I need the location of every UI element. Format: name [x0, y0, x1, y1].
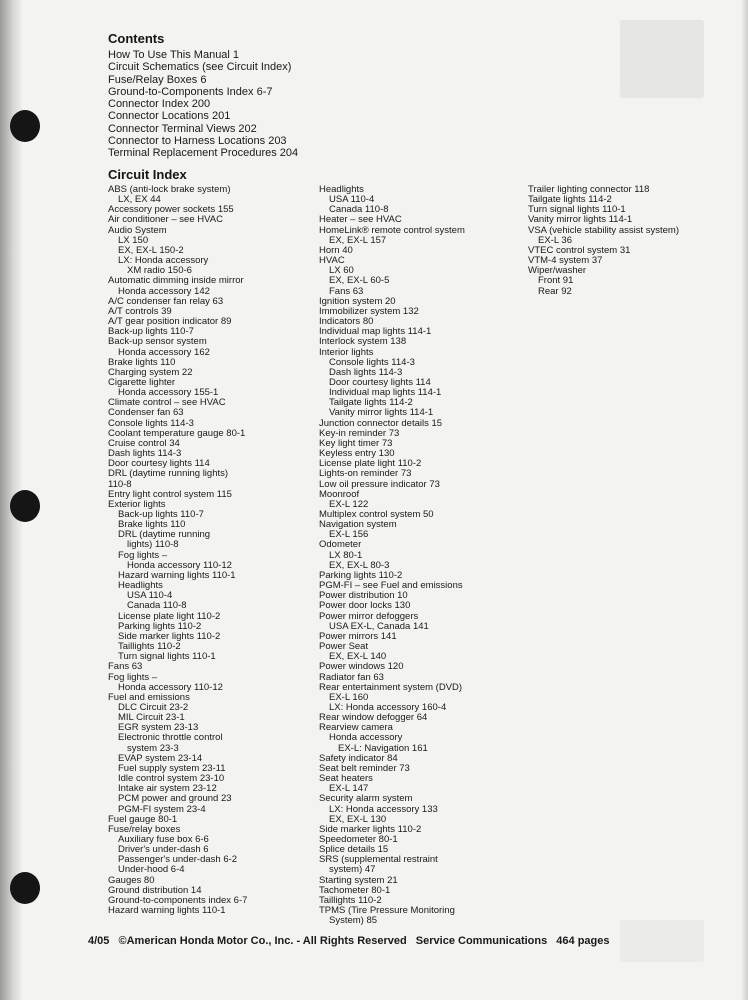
index-entry: Gauges 80: [108, 874, 155, 886]
index-entry: SRS (supplemental restraint: [319, 854, 438, 866]
index-entry: Driver's under-dash 6: [118, 844, 209, 856]
index-entry: Honda accessory 155-1: [118, 387, 219, 399]
circuit-index-heading: Circuit Index: [108, 167, 187, 182]
index-entry: HomeLink® remote control system: [319, 224, 465, 236]
index-entry: ABS (anti-lock brake system): [108, 184, 231, 195]
index-entry: Immobilizer system 132: [319, 305, 419, 317]
index-entry: EGR system 23-13: [118, 722, 199, 734]
index-entry: Taillights 110-2: [118, 641, 181, 653]
index-entry: Honda accessory 110-12: [127, 559, 232, 571]
index-entry: Radiator fan 63: [319, 671, 384, 683]
index-entry: Moonroof: [319, 488, 360, 500]
contents-item: Circuit Schematics (see Circuit Index): [108, 61, 292, 74]
index-entry: EX, EX-L 150-2: [118, 244, 184, 256]
index-entry: Idle control system 23-10: [118, 773, 225, 785]
footer-publisher: Service Communications: [415, 935, 548, 947]
index-entry: DRL (daytime running lights): [108, 468, 229, 480]
index-entry: Hazard warning lights 110-1: [118, 569, 236, 581]
index-entry: EX-L 122: [329, 498, 369, 510]
index-entry: USA EX-L, Canada 141: [329, 620, 429, 632]
index-entry: Brake lights 110: [108, 356, 176, 368]
index-entry: Tailgate lights 114-2: [528, 194, 612, 206]
contents-item: Connector Index 200: [108, 98, 211, 111]
index-entry: EX, EX-L 60-5: [329, 275, 390, 287]
index-entry: Low oil pressure indicator 73: [319, 478, 440, 490]
binder-hole-top: [10, 110, 40, 142]
index-entry: Key-in reminder 73: [319, 427, 400, 439]
index-entry: Brake lights 110: [118, 519, 186, 531]
index-entry: Coolant temperature gauge 80-1: [108, 427, 246, 439]
contents-item: Terminal Replacement Procedures 204: [108, 147, 299, 160]
index-entry: Door courtesy lights 114: [108, 458, 210, 470]
index-entry: TPMS (Tire Pressure Monitoring: [319, 905, 455, 917]
index-entry: EX-L 36: [538, 234, 572, 246]
index-entry: Seat heaters: [319, 773, 373, 785]
index-entry: Power door locks 130: [319, 600, 411, 612]
index-entry: Fuel and emissions: [108, 691, 190, 703]
index-entry: Rear entertainment system (DVD): [319, 681, 463, 693]
index-entry: EVAP system 23-14: [118, 752, 203, 764]
section-tab-bleed-bottom: [620, 920, 704, 962]
index-entry: Horn 40: [319, 244, 353, 256]
index-entry: VSA (vehicle stability assist system): [528, 224, 679, 236]
index-entry: Headlights: [319, 184, 364, 195]
index-entry: Lights-on reminder 73: [319, 468, 412, 480]
index-entry: EX, EX-L 80-3: [329, 559, 390, 571]
index-entry: VTEC control system 31: [528, 244, 631, 256]
index-entry: Security alarm system: [319, 793, 413, 805]
index-entry: Fuel supply system 23-11: [118, 762, 226, 774]
index-entry: Power windows 120: [319, 661, 404, 673]
index-entry: Door courtesy lights 114: [329, 376, 431, 388]
index-entry: Tailgate lights 114-2: [329, 397, 413, 409]
index-entry: LX 60: [329, 265, 354, 277]
index-entry: Fans 63: [329, 285, 364, 297]
index-entry: Fuse/relay boxes: [108, 823, 181, 835]
index-entry: Charging system 22: [108, 366, 193, 378]
index-entry: Back-up sensor system: [108, 336, 207, 348]
index-entry: EX-L 156: [329, 529, 369, 541]
index-entry: LX: Honda accessory 133: [329, 803, 438, 815]
index-entry: Parking lights 110-2: [319, 569, 403, 581]
index-entry: EX-L 147: [329, 783, 369, 795]
index-entry: Starting system 21: [319, 874, 398, 886]
index-entry: A/C condenser fan relay 63: [108, 295, 224, 307]
index-entry: Ground distribution 14: [108, 884, 202, 896]
index-entry: Seat belt reminder 73: [319, 762, 410, 774]
index-entry: Rearview camera: [319, 722, 393, 734]
index-entry: Canada 110-8: [127, 600, 187, 612]
index-entry: Power mirrors 141: [319, 630, 397, 642]
contents-item: Fuse/Relay Boxes 6: [108, 73, 207, 86]
index-entry: Canada 110-8: [329, 204, 389, 216]
page-footer: [88, 935, 616, 947]
index-entry: Turn signal lights 110-1: [528, 204, 626, 216]
index-column-3: [528, 185, 679, 297]
index-entry: Power Seat: [319, 641, 369, 653]
index-entry: Keyless entry 130: [319, 448, 395, 460]
index-entry: Back-up lights 110-7: [108, 326, 194, 338]
index-entry: Air conditioner – see HVAC: [108, 214, 223, 226]
index-entry: Fans 63: [108, 661, 143, 673]
index-entry: PGM-FI system 23-4: [118, 803, 206, 815]
index-entry: PCM power and ground 23: [118, 793, 232, 805]
index-entry: Safety indicator 84: [319, 752, 398, 764]
contents-item: Ground-to-Components Index 6-7: [108, 85, 273, 98]
index-entry: Rear window defogger 64: [319, 712, 428, 724]
index-entry: Audio System: [108, 224, 167, 236]
index-entry: Fog lights –: [118, 549, 168, 561]
index-entry: USA 110-4: [127, 590, 173, 602]
index-entry: Interlock system 138: [319, 336, 407, 348]
index-entry: Auxiliary fuse box 6-6: [118, 834, 209, 845]
index-entry: Power distribution 10: [319, 590, 408, 602]
index-entry: Console lights 114-3: [329, 356, 415, 368]
index-entry: Console lights 114-3: [108, 417, 194, 429]
index-entry: LX: Honda accessory: [118, 255, 209, 267]
contents-item: Connector Locations 201: [108, 110, 231, 123]
index-entry: VTM-4 system 37: [528, 255, 603, 267]
contents-list: [108, 49, 298, 160]
index-entry: HVAC: [319, 255, 345, 267]
index-entry: Multiplex control system 50: [319, 509, 434, 520]
contents-item: How To Use This Manual 1: [108, 49, 240, 61]
index-entry: PGM-FI – see Fuel and emissions: [319, 580, 463, 592]
index-entry: LX 80-1: [329, 549, 363, 561]
index-entry: Individual map lights 114-1: [319, 326, 432, 338]
footer-date: 4/05: [88, 935, 110, 947]
index-column-2: [319, 185, 465, 926]
index-entry: Ground-to-components index 6-7: [108, 894, 248, 906]
index-entry: License plate light 110-2: [319, 458, 422, 470]
index-entry: Dash lights 114-3: [329, 366, 403, 378]
index-entry: Climate control – see HVAC: [108, 397, 226, 409]
index-entry: Navigation system: [319, 519, 397, 531]
index-entry: XM radio 150-6: [127, 265, 192, 277]
index-entry: Key light timer 73: [319, 437, 393, 449]
page-edge-shadow: [742, 0, 748, 1000]
index-entry: Back-up lights 110-7: [118, 509, 204, 520]
binder-hole-bottom: [10, 872, 40, 904]
index-entry: Under-hood 6-4: [118, 864, 185, 876]
section-tab-bleed: [620, 20, 704, 98]
index-entry: Parking lights 110-2: [118, 620, 202, 632]
index-entry: Indicators 80: [319, 316, 374, 328]
index-entry: Hazard warning lights 110-1: [108, 905, 226, 917]
index-entry: Heater – see HVAC: [319, 214, 402, 226]
index-entry: Electronic throttle control: [118, 732, 223, 744]
index-entry: Vanity mirror lights 114-1: [329, 407, 434, 419]
index-entry: Odometer: [319, 539, 362, 551]
index-entry: Ignition system 20: [319, 295, 396, 307]
index-entry: Splice details 15: [319, 844, 389, 856]
index-entry: Trailer lighting connector 118: [528, 184, 650, 195]
index-entry: lights) 110-8: [127, 539, 179, 551]
index-entry: Individual map lights 114-1: [329, 387, 442, 399]
index-entry: Speedometer 80-1: [319, 834, 398, 845]
index-entry: Rear 92: [538, 285, 572, 297]
index-entry: Honda accessory 110-12: [118, 681, 223, 693]
index-entry: DLC Circuit 23-2: [118, 701, 189, 713]
index-column-1: [108, 185, 247, 916]
index-entry: 110-8: [108, 478, 132, 490]
index-entry: Fuel gauge 80-1: [108, 813, 178, 825]
index-entry: EX, EX-L 140: [329, 651, 387, 663]
index-entry: Passenger's under-dash 6-2: [118, 854, 238, 866]
index-entry: Honda accessory 162: [118, 346, 210, 358]
index-entry: A/T controls 39: [108, 305, 172, 317]
index-entry: A/T gear position indicator 89: [108, 316, 232, 328]
contents-heading: Contents: [108, 31, 165, 46]
index-entry: Taillights 110-2: [319, 894, 382, 906]
index-entry: Accessory power sockets 155: [108, 204, 234, 216]
index-entry: system 23-3: [127, 742, 179, 754]
binder-hole-middle: [10, 490, 40, 522]
index-entry: MIL Circuit 23-1: [118, 712, 185, 724]
index-entry: Exterior lights: [108, 498, 166, 510]
index-entry: Side marker lights 110-2: [118, 630, 221, 642]
index-entry: Tachometer 80-1: [319, 884, 391, 896]
index-entry: EX, EX-L 157: [329, 234, 387, 246]
index-entry: LX 150: [118, 234, 149, 246]
index-entry: Side marker lights 110-2: [319, 823, 422, 835]
footer-pages: 464 pages: [556, 935, 610, 947]
contents-item: Connector to Harness Locations 203: [108, 135, 287, 148]
index-entry: Headlights: [118, 580, 163, 592]
index-entry: Dash lights 114-3: [108, 448, 182, 460]
contents-item: Connector Terminal Views 202: [108, 122, 257, 135]
index-entry: LX, EX 44: [118, 194, 161, 206]
index-entry: Condenser fan 63: [108, 407, 184, 419]
index-entry: Fog lights –: [108, 671, 158, 683]
index-entry: Wiper/washer: [528, 265, 587, 277]
index-entry: EX-L: Navigation 161: [338, 742, 428, 754]
index-entry: Front 91: [538, 275, 574, 287]
index-entry: system) 47: [329, 864, 376, 876]
index-entry: Vanity mirror lights 114-1: [528, 214, 633, 226]
index-entry: Entry light control system 115: [108, 488, 232, 500]
index-entry: Honda accessory: [329, 732, 403, 744]
index-entry: USA 110-4: [329, 194, 375, 206]
index-entry: Cigarette lighter: [108, 376, 176, 388]
index-entry: Automatic dimming inside mirror: [108, 275, 244, 287]
index-entry: Turn signal lights 110-1: [118, 651, 216, 663]
index-entry: LX: Honda accessory 160-4: [329, 701, 447, 713]
index-entry: DRL (daytime running: [118, 529, 211, 541]
index-entry: License plate light 110-2: [118, 610, 221, 622]
index-entry: EX-L 160: [329, 691, 369, 703]
index-entry: Interior lights: [319, 346, 374, 358]
index-entry: Honda accessory 142: [118, 285, 210, 297]
index-entry: Junction connector details 15: [319, 417, 443, 429]
index-entry: Intake air system 23-12: [118, 783, 217, 795]
index-entry: System) 85: [329, 915, 378, 927]
index-entry: EX, EX-L 130: [329, 813, 387, 825]
footer-copyright: ©American Honda Motor Co., Inc. - All Rights Reserved: [118, 935, 407, 947]
index-entry: Cruise control 34: [108, 437, 180, 449]
index-entry: Power mirror defoggers: [319, 610, 419, 622]
